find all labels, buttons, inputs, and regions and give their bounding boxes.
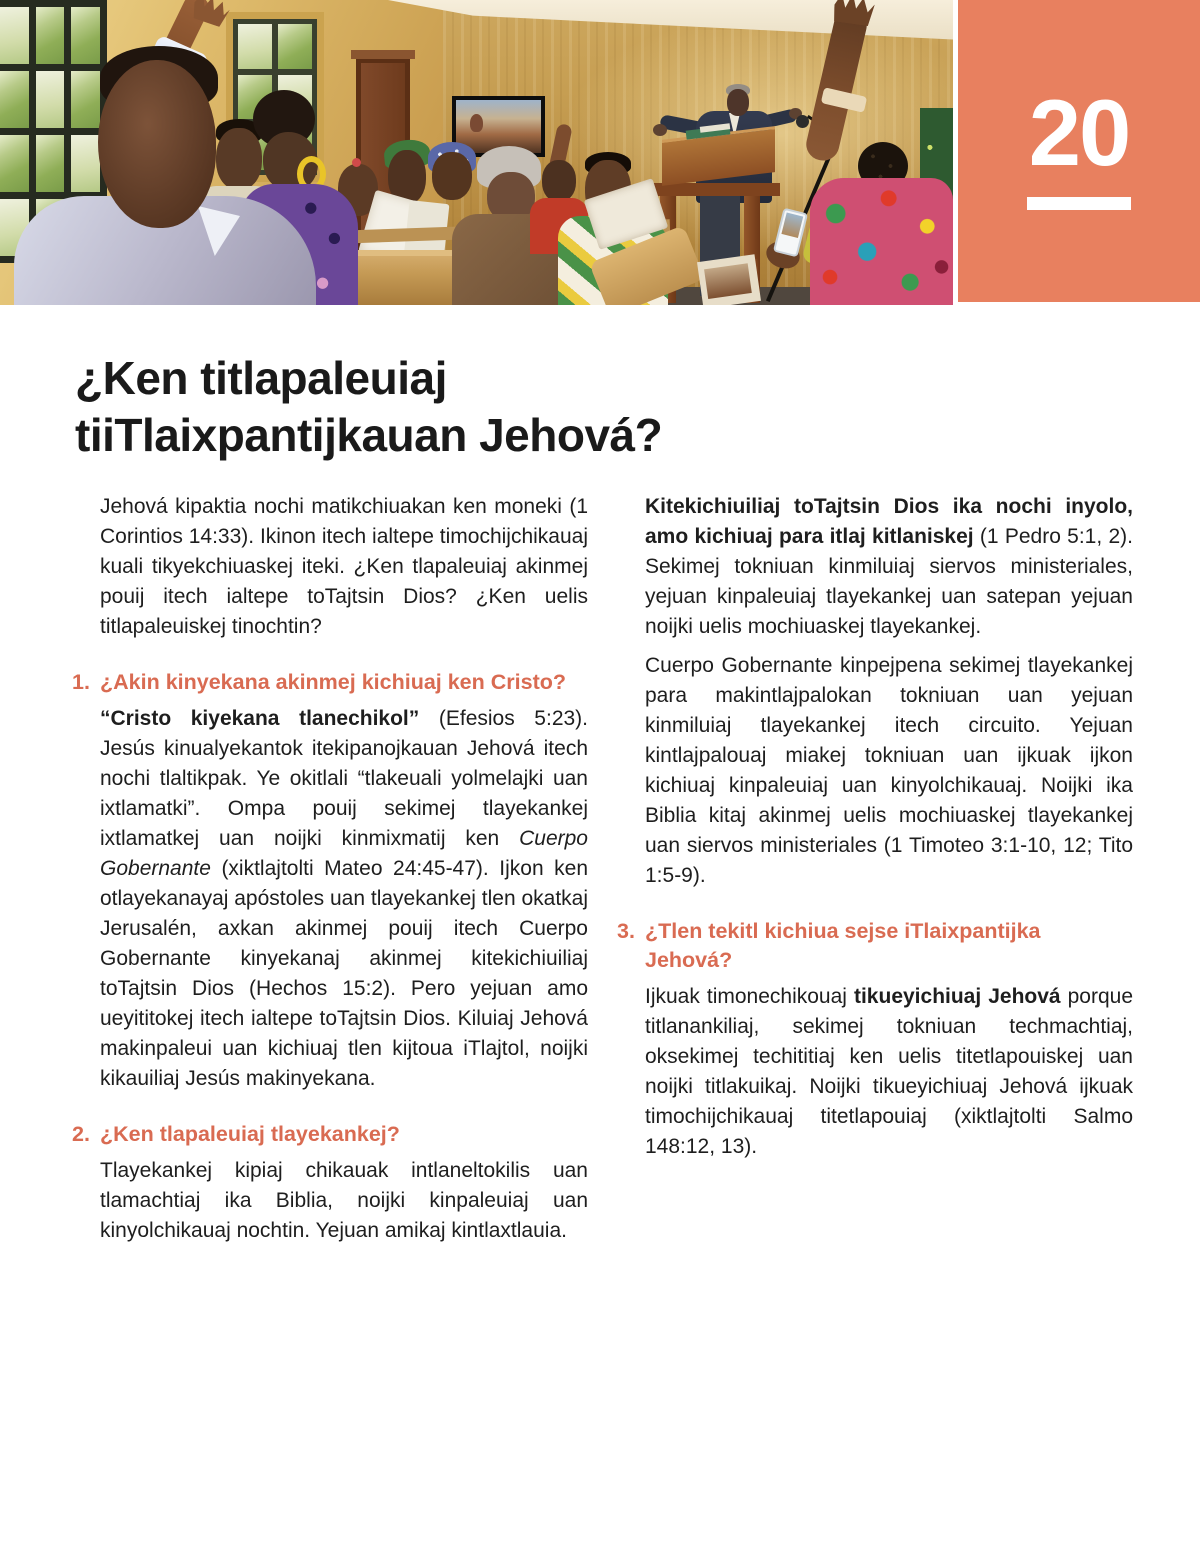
section-2-paragraph-1: Tlayekankej kipiaj chikauak intlaneltokilis uan tlamachtiaj ika Biblia, noijki kinpaleuiaj uan kinyolchikauaj nochtin. Yejuan amikaj kintlaxtlauia. [100, 1159, 588, 1242]
photo-congregant-head [432, 152, 472, 200]
congregation-meeting-photo [0, 0, 953, 305]
photo-window-pane [0, 71, 29, 128]
photo-window-pane [278, 24, 312, 69]
photo-leaflet [697, 254, 761, 305]
photo-window-pane [0, 135, 29, 192]
photo-window-pane [36, 71, 65, 128]
column-left [72, 492, 588, 1255]
scripture-theme-bold: Kitekichiuiliaj toTajtsin Dios ika nochi inyolo, amo kichiuaj para itlaj kitlaniskej [645, 495, 1133, 548]
photo-colorful-dress-woman [810, 178, 953, 305]
intro-paragraph: Jehová kipaktia nochi matikchiuakan ken moneki (1 Corintios 14:33). Ikinon itech ialtepe timochijchikauaj kuali tikyekchiuaskej iteki. ¿Ken tlapaleuiaj akinmej pouij itech ialtepe toTajtsin Dios? ¿Ken uelis titlapaleuiskej tinochtin? [100, 495, 588, 638]
photo-congregant-head [216, 128, 262, 190]
photo-foreground-man-head [98, 60, 216, 228]
section-3-paragraph [645, 982, 1133, 1162]
section-2-paragraph-3: Cuerpo Gobernante kinpejpena sekimej tlayekankej para makintlajpalokan tokniuan uan yejuan kinmiluiaj tlayekankej itech circuito. Yejuan kintlajpalouaj miakej tokniuan uan ijkuak ijkon kichiuaj kinpaleuiaj uan kinyolchikauaj. Noijki ika Biblia kitaj akinmej uelis mochiuaskej tlayekankej uan siervos ministeriales (1 Timoteo 3:1-10, 12; Tito 1:5-9). [645, 654, 1133, 887]
section-2-paragraph-2 [645, 492, 1133, 642]
column-right [617, 492, 1133, 1171]
section-1-paragraph [100, 704, 588, 1094]
section-1-heading [72, 668, 588, 697]
photo-tv-picture [456, 100, 541, 153]
section-3-heading-text: ¿Tlen tekitl kichiua sejse iTlaixpantijka Jehová? [645, 919, 1041, 972]
section-3-number: 3. [617, 919, 635, 943]
chapter-number-box [958, 0, 1200, 302]
section-2-heading-text: ¿Ken tlapaleuiaj tlayekankej? [100, 1122, 400, 1146]
photo-window-pane [0, 7, 29, 64]
chapter-number-underline [1027, 197, 1131, 210]
section-1-number: 1. [72, 670, 90, 694]
photo-congregant-head [542, 160, 576, 202]
photo-speaker-hand [653, 124, 667, 136]
photo-window-pane [71, 71, 100, 128]
section-2-heading [72, 1120, 588, 1149]
paragraph-text: (Efesios 5:23). Jesús kinualyekantok itekipanojkauan Jehová itech nochi tlaltikpak. Ye okitlali “tlakeuali yolmelajki uan ixtlamatki”. Ompa pouij sekimej tlayekankej ixtlamatkej uan noijki kinmixmatij ken [100, 707, 589, 850]
paragraph-text: Ijkuak timonechikouaj [645, 985, 854, 1008]
section-1-heading-text: ¿Akin kinyekana akinmej kichiuaj ken Cristo? [100, 670, 566, 694]
section-3-heading [617, 917, 1133, 975]
photo-hair-clip [352, 158, 361, 167]
italic-term: Cuerpo Gobernante [100, 827, 588, 880]
chapter-number: 20 [1028, 80, 1130, 185]
photo-window-pane [36, 135, 65, 192]
photo-window-pane [71, 7, 100, 64]
scripture-theme-bold: “Cristo kiyekana tlanechikol” [100, 707, 420, 730]
section-2-number: 2. [72, 1122, 90, 1146]
photo-window-pane [238, 24, 272, 69]
photo-speaker-head [727, 89, 749, 116]
page-title: ¿Ken titlapaleuiaj tiiTlaixpantijkauan Jehová? [75, 352, 663, 461]
photo-window-pane [36, 7, 65, 64]
emphasis-bold: tikueyichiuaj Jehová [853, 985, 1061, 1008]
paragraph-text: porque titlanankiliaj, sekimej tokniuan techmachtiaj, oksekimej techititiaj ken uelis titetlapouiskej uan noijki titlakuikaj. Noijki tikueyichiuaj Jehová ijkuak timochijchikauaj titetlapouiaj (xiktlajtolti Salmo 148:12, 13). [645, 985, 1134, 1158]
paragraph-text: (xiktlajtolti Mateo 24:45-47). Ijkon ken otlayekanayaj apóstoles uan tlayekankej tlen okatkaj Jerusalén, axkan akinmej pouij itech Cuerpo Gobernante kinyekanaj akinmej kitekichiuiliaj toTajtsin Dios (Hechos 15:2). Pero yejuan amo ueyititokej itech ialtepe toTajtsin Dios. Kiluiaj Jehová makinpaleui uan kichiuaj tlen kijtoua iTlajtol, noijki kikauiliaj Jesús makinyekana. [100, 857, 588, 1090]
paragraph-text: (1 Pedro 5:1, 2). Sekimej tokniuan kinmiluiaj siervos ministeriales, yejuan kinpaleuiaj tlayekankej uan satepan yejuan noijki uelis mochiuaskej tlayekankej. [645, 525, 1133, 638]
photo-microphone [796, 115, 809, 128]
photo-window-pane [71, 135, 100, 192]
